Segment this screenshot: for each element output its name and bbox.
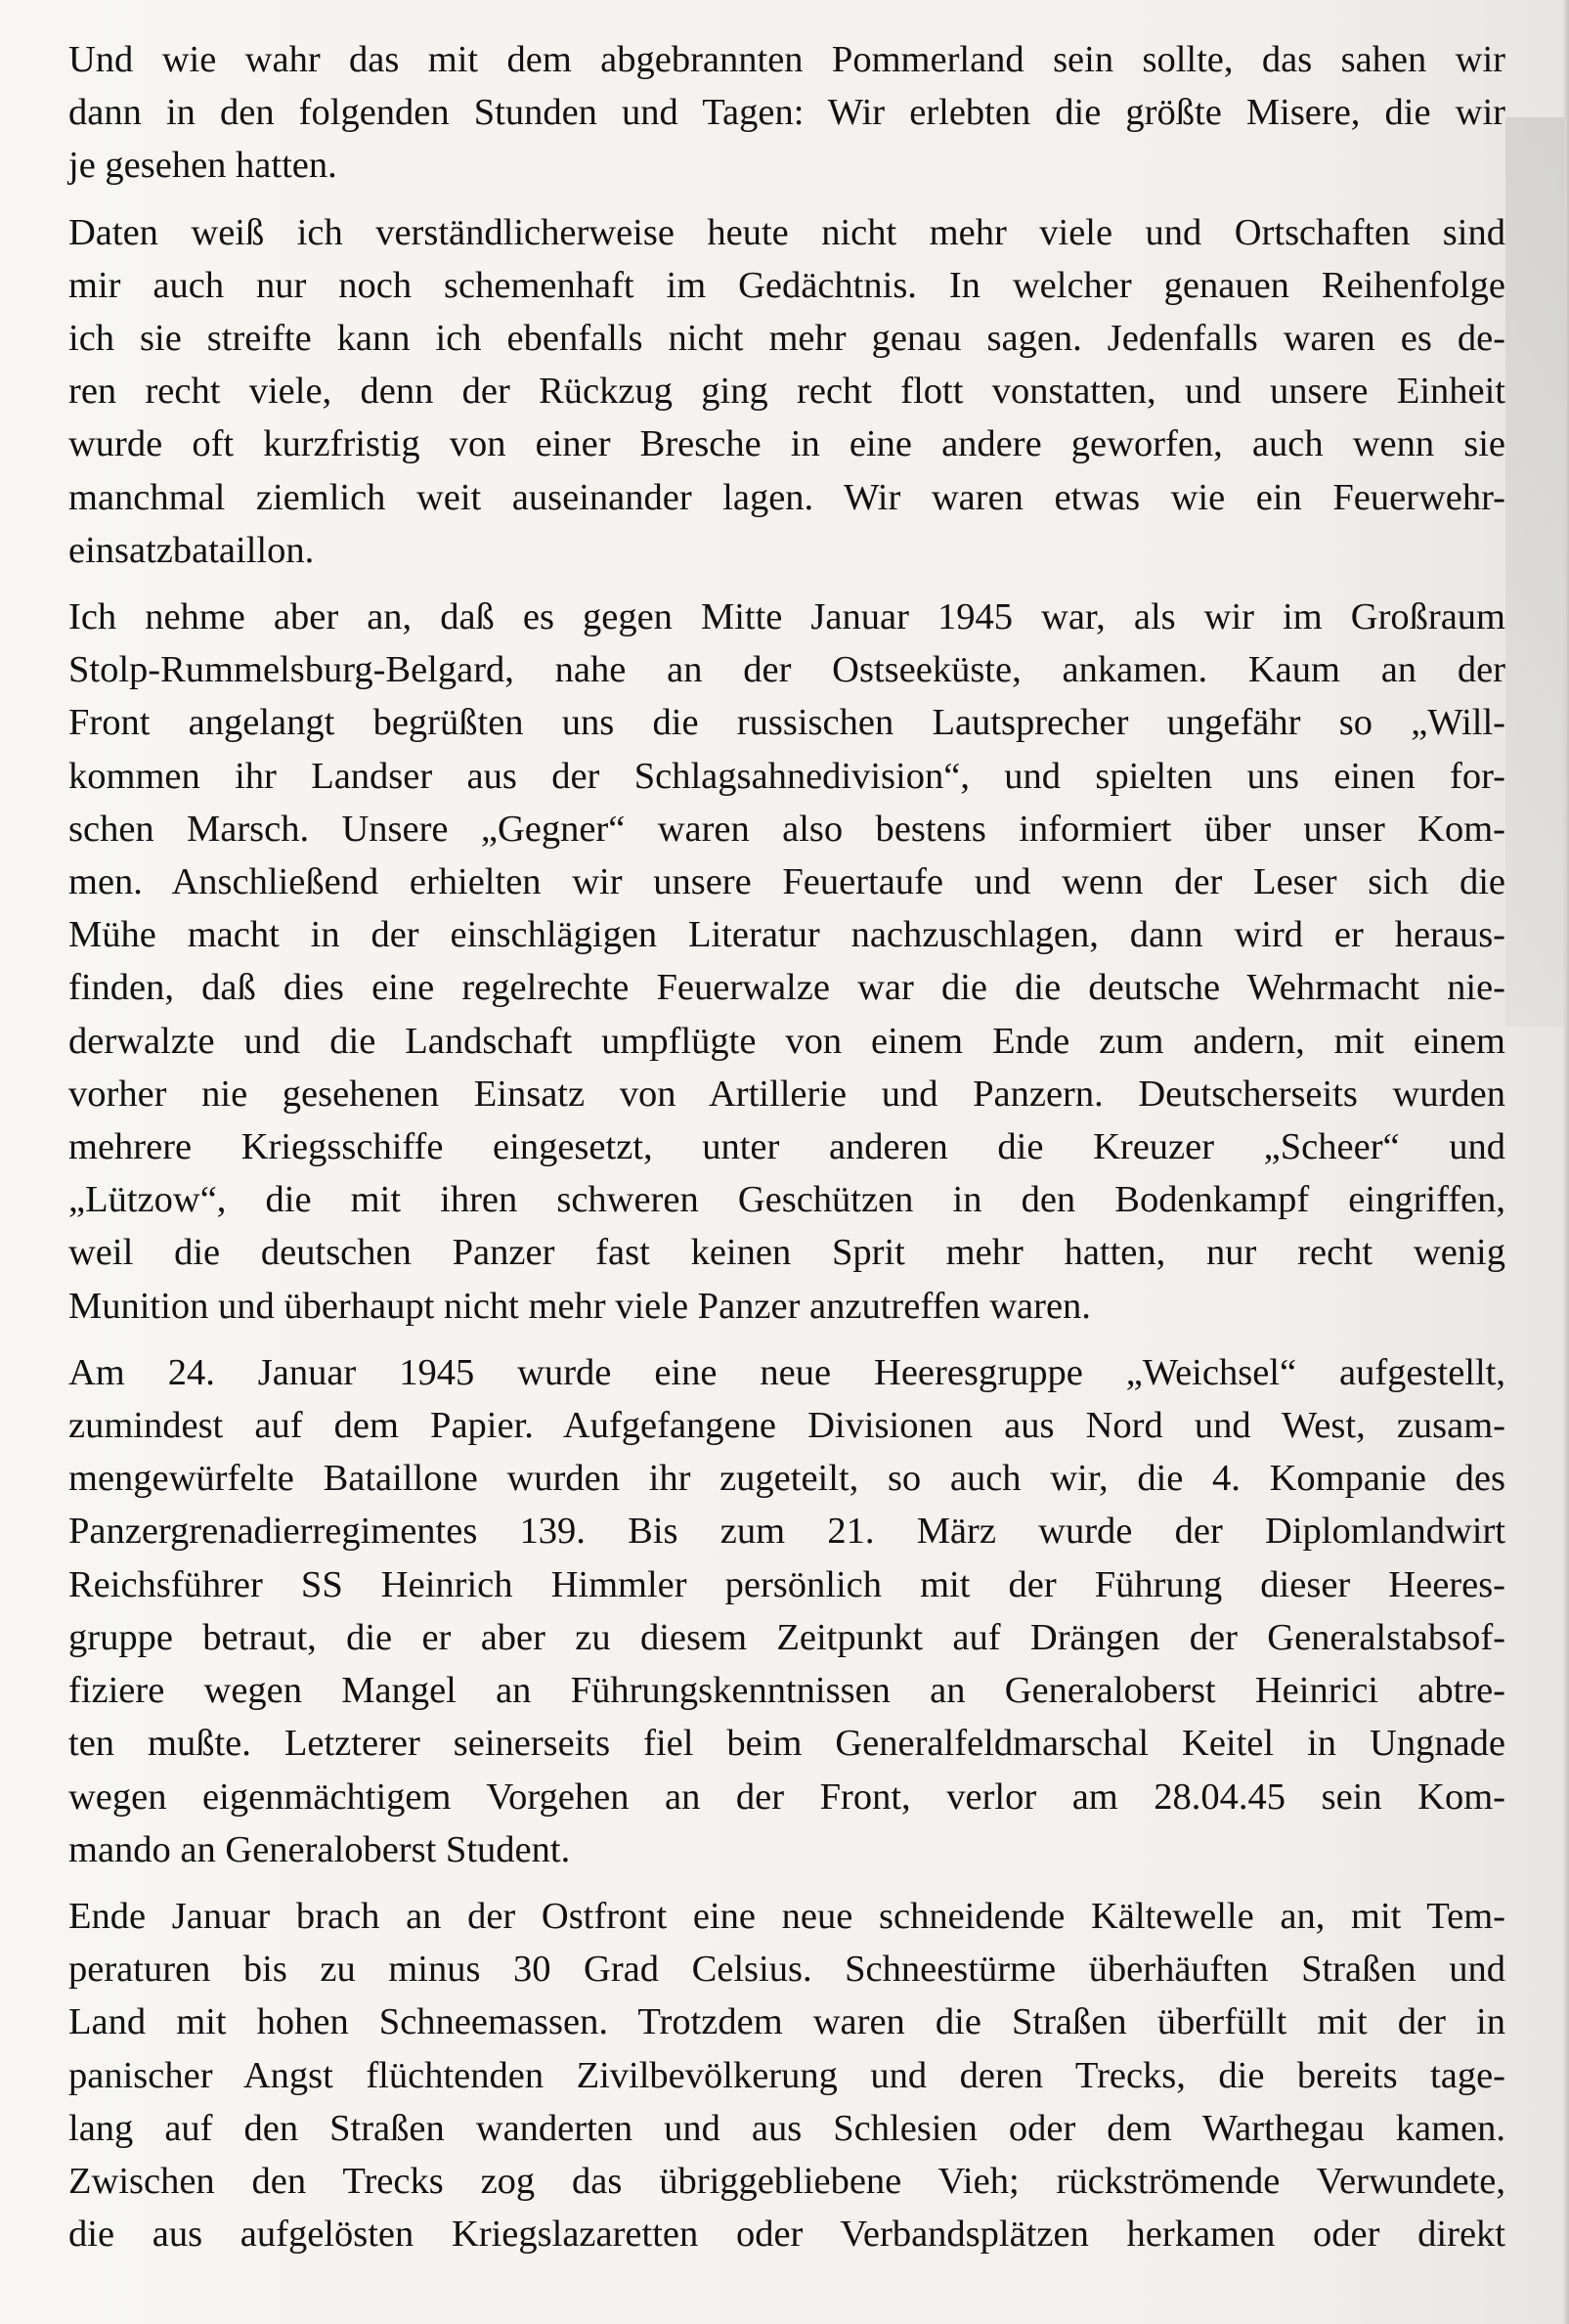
text-line: ich sie streifte kann ich ebenfalls nicht mehr genau sagen. Jedenfalls waren es de- <box>68 318 1505 360</box>
text-line: Reichsführer SS Heinrich Himmler persönlich mit der Führung dieser Heeres- <box>68 1563 1505 1605</box>
text-line: die aus aufgelösten Kriegslazaretten oder Verbandsplätzen herkamen oder direkt <box>68 2214 1505 2256</box>
text-line: dann in den folgenden Stunden und Tagen: Wir erlebten die größte Misere, die wir <box>68 92 1505 134</box>
text-line: ren recht viele, denn der Rückzug ging recht flott vonstatten, und unsere Einheit <box>68 371 1505 413</box>
text-line: vorher nie gesehenen Einsatz von Artillerie und Panzern. Deutscherseits wurden <box>68 1073 1505 1115</box>
text-line: mando an Generaloberst Student. <box>68 1828 571 1870</box>
text-line: Mühe macht in der einschlägigen Literatur nachzuschlagen, dann wird er heraus- <box>68 914 1505 956</box>
text-line: mengewürfelte Bataillone wurden ihr zugeteilt, so auch wir, die 4. Kompanie des <box>68 1458 1505 1500</box>
paragraph-1 <box>68 33 1505 193</box>
text-line: Land mit hohen Schneemassen. Trotzdem waren die Straßen überfüllt mit der in <box>68 2001 1505 2043</box>
text-line: wurde oft kurzfristig von einer Bresche in eine andere geworfen, auch wenn sie <box>68 423 1505 465</box>
text-line: lang auf den Straßen wanderten und aus Schlesien oder dem Warthegau kamen. <box>68 2107 1505 2149</box>
text-line: Und wie wahr das mit dem abgebrannten Pommerland sein sollte, das sahen wir <box>68 39 1505 80</box>
text-line: zumindest auf dem Papier. Aufgefangene Divisionen aus Nord und West, zusam- <box>68 1405 1505 1447</box>
text-line: Daten weiß ich verständlicherweise heute nicht mehr viele und Ortschaften sind <box>68 211 1505 253</box>
page-edge-shadow <box>1563 0 1569 2324</box>
text-line: je gesehen hatten. <box>68 145 337 187</box>
body-text <box>68 33 1505 2274</box>
text-line: wegen eigenmächtigem Vorgehen an der Front, verlor am 28.04.45 sein Kom- <box>68 1776 1505 1818</box>
text-line: mehrere Kriegsschiffe eingesetzt, unter anderen die Kreuzer „Scheer“ und <box>68 1126 1505 1168</box>
text-line: einsatzbataillon. <box>68 529 315 571</box>
text-line: fiziere wegen Mangel an Führungskenntnissen an Generaloberst Heinrici abtre- <box>68 1670 1505 1712</box>
text-line: ten mußte. Letzterer seinerseits fiel beim Generalfeldmarschal Keitel in Ungnade <box>68 1723 1505 1765</box>
text-line: men. Anschließend erhielten wir unsere Feuertaufe und wenn der Leser sich die <box>68 861 1505 903</box>
text-line: kommen ihr Landser aus der Schlagsahnedivision“, und spielten uns einen for- <box>68 755 1505 797</box>
text-line: gruppe betraut, die er aber zu diesem Zeitpunkt auf Drängen der Generalstabsof- <box>68 1616 1505 1658</box>
text-line: panischer Angst flüchtenden Zivilbevölkerung und deren Trecks, die bereits tage- <box>68 2054 1505 2096</box>
text-line: mir auch nur noch schemenhaft im Gedächtnis. In welcher genauen Reihenfolge <box>68 264 1505 306</box>
text-line: Stolp-Rummelsburg-Belgard, nahe an der Ostseeküste, ankamen. Kaum an der <box>68 649 1505 691</box>
text-line: Front angelangt begrüßten uns die russischen Lautsprecher ungefähr so „Will- <box>68 702 1505 744</box>
paragraph-3 <box>68 591 1505 1333</box>
text-line: „Lützow“, die mit ihren schweren Geschützen in den Bodenkampf eingriffen, <box>68 1179 1505 1221</box>
paragraph-5 <box>68 1890 1505 2260</box>
text-line: schen Marsch. Unsere „Gegner“ waren also bestens informiert über unser Kom- <box>68 808 1505 850</box>
text-line: Munition und überhaupt nicht mehr viele Panzer anzutreffen waren. <box>68 1285 1091 1327</box>
text-line: peraturen bis zu minus 30 Grad Celsius. Schneestürme überhäuften Straßen und <box>68 1949 1505 1991</box>
text-line: Am 24. Januar 1945 wurde eine neue Heeresgruppe „Weichsel“ aufgestellt, <box>68 1351 1505 1393</box>
text-line: Ich nehme aber an, daß es gegen Mitte Januar 1945 war, als wir im Großraum <box>68 596 1505 638</box>
text-line: finden, daß dies eine regelrechte Feuerwalze war die die deutsche Wehrmacht nie- <box>68 967 1505 1009</box>
text-line: Zwischen den Trecks zog das übriggebliebene Vieh; rückströmende Verwundete, <box>68 2160 1505 2202</box>
paragraph-2 <box>68 206 1505 577</box>
page-show-through <box>1505 117 1564 1027</box>
text-line: derwalzte und die Landschaft umpflügte von einem Ende zum andern, mit einem <box>68 1020 1505 1062</box>
paragraph-4 <box>68 1346 1505 1876</box>
text-line: Ende Januar brach an der Ostfront eine neue schneidende Kältewelle an, mit Tem- <box>68 1895 1505 1937</box>
text-line: Panzergrenadierregimentes 139. Bis zum 21. März wurde der Diplomlandwirt <box>68 1511 1505 1553</box>
text-line: manchmal ziemlich weit auseinander lagen. Wir waren etwas wie ein Feuerwehr- <box>68 476 1505 518</box>
text-line: weil die deutschen Panzer fast keinen Sprit mehr hatten, nur recht wenig <box>68 1232 1505 1274</box>
